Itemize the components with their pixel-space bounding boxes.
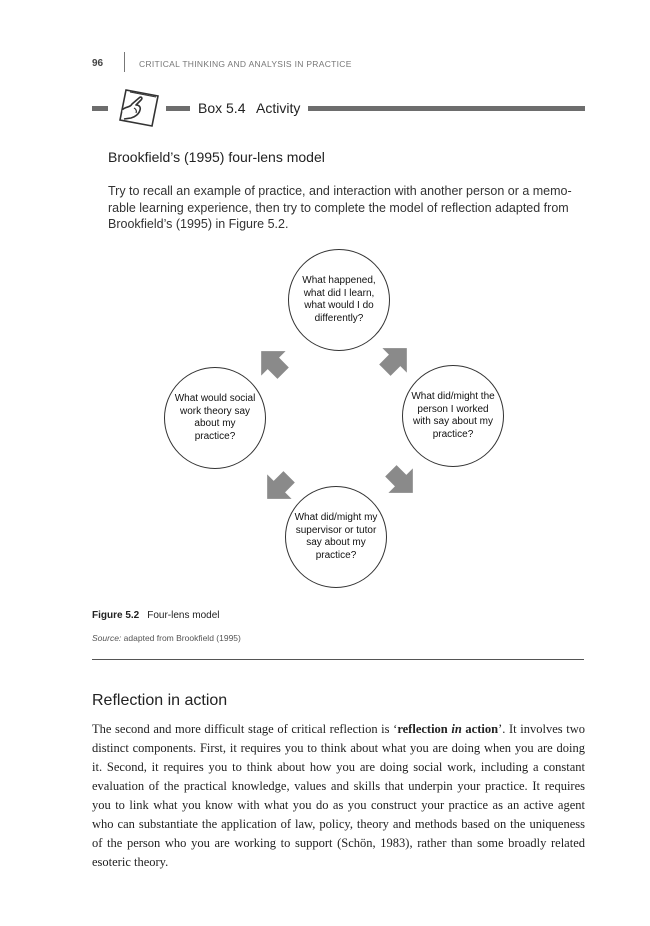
box-bar-right [308, 106, 585, 111]
figure-source [92, 633, 241, 643]
section-heading: Reflection in action [92, 692, 228, 709]
figure-rule [92, 659, 584, 660]
diagram-arrows [249, 336, 425, 511]
term-part-a: reflection [397, 722, 452, 736]
box-instructions: Try to recall an example of practice, and interaction with another person or a memo-rable learning experience, then try to complete the model of reflection adapted from Brookfield’s (1995) in Figure 5.2. [108, 184, 572, 231]
four-lens-diagram [160, 245, 512, 600]
box-number: Box 5.4 [198, 100, 246, 116]
para-rest: ’. It involves two distinct components. First, it requires you to think about what you are doing when you are doing it. Second, it requires you to think about how you are doing social work, including a constant evaluation of the practical knowledge, values and skills that underpin your practice. It requires you to link what you know with what you do as you construct your practice as an active agent who can substantiate the application of law, policy, theory and methods based on the uniqueness of the person who you are working to support (Schön, 1983), rather than some broadly related esoteric theory. [92, 722, 585, 869]
arrow-left-to-top [249, 339, 295, 385]
running-title: CRITICAL THINKING AND ANALYSIS IN PRACTICE [139, 59, 352, 69]
box-bar-left [92, 106, 108, 111]
header-divider [124, 52, 125, 72]
box-heading: Brookfield’s (1995) four-lens model [108, 149, 325, 165]
arrow-bottom-to-left [255, 465, 301, 511]
lens-node-self: What happened, what did I learn, what would I do differently? [288, 249, 390, 351]
arrow-right-to-bottom [379, 459, 425, 505]
box-type: Activity [256, 100, 301, 116]
lens-node-supervisor: What did/might my supervisor or tutor say about my practice? [285, 486, 387, 588]
figure-label: Figure 5.2 [92, 610, 140, 621]
source-label: Source: [92, 633, 122, 643]
box-bar-mid [166, 106, 190, 111]
hand-writing-icon [112, 86, 160, 128]
term-part-b: in [451, 722, 462, 736]
figure-caption [92, 610, 220, 621]
term-part-c: action [461, 722, 499, 736]
source-text: adapted from Brookfield (1995) [123, 633, 241, 643]
page-number: 96 [92, 58, 104, 69]
lens-node-person: What did/might the person I worked with say about my practice? [402, 365, 504, 467]
para-start: The second and more difficult stage of critical reflection is ‘ [92, 722, 398, 736]
figure-title: Four-lens model [147, 610, 220, 621]
body-paragraph [92, 720, 585, 872]
key-term [397, 722, 498, 736]
arrow-top-to-right [373, 336, 419, 382]
lens-node-theory: What would social work theory say about my practice? [164, 367, 266, 469]
